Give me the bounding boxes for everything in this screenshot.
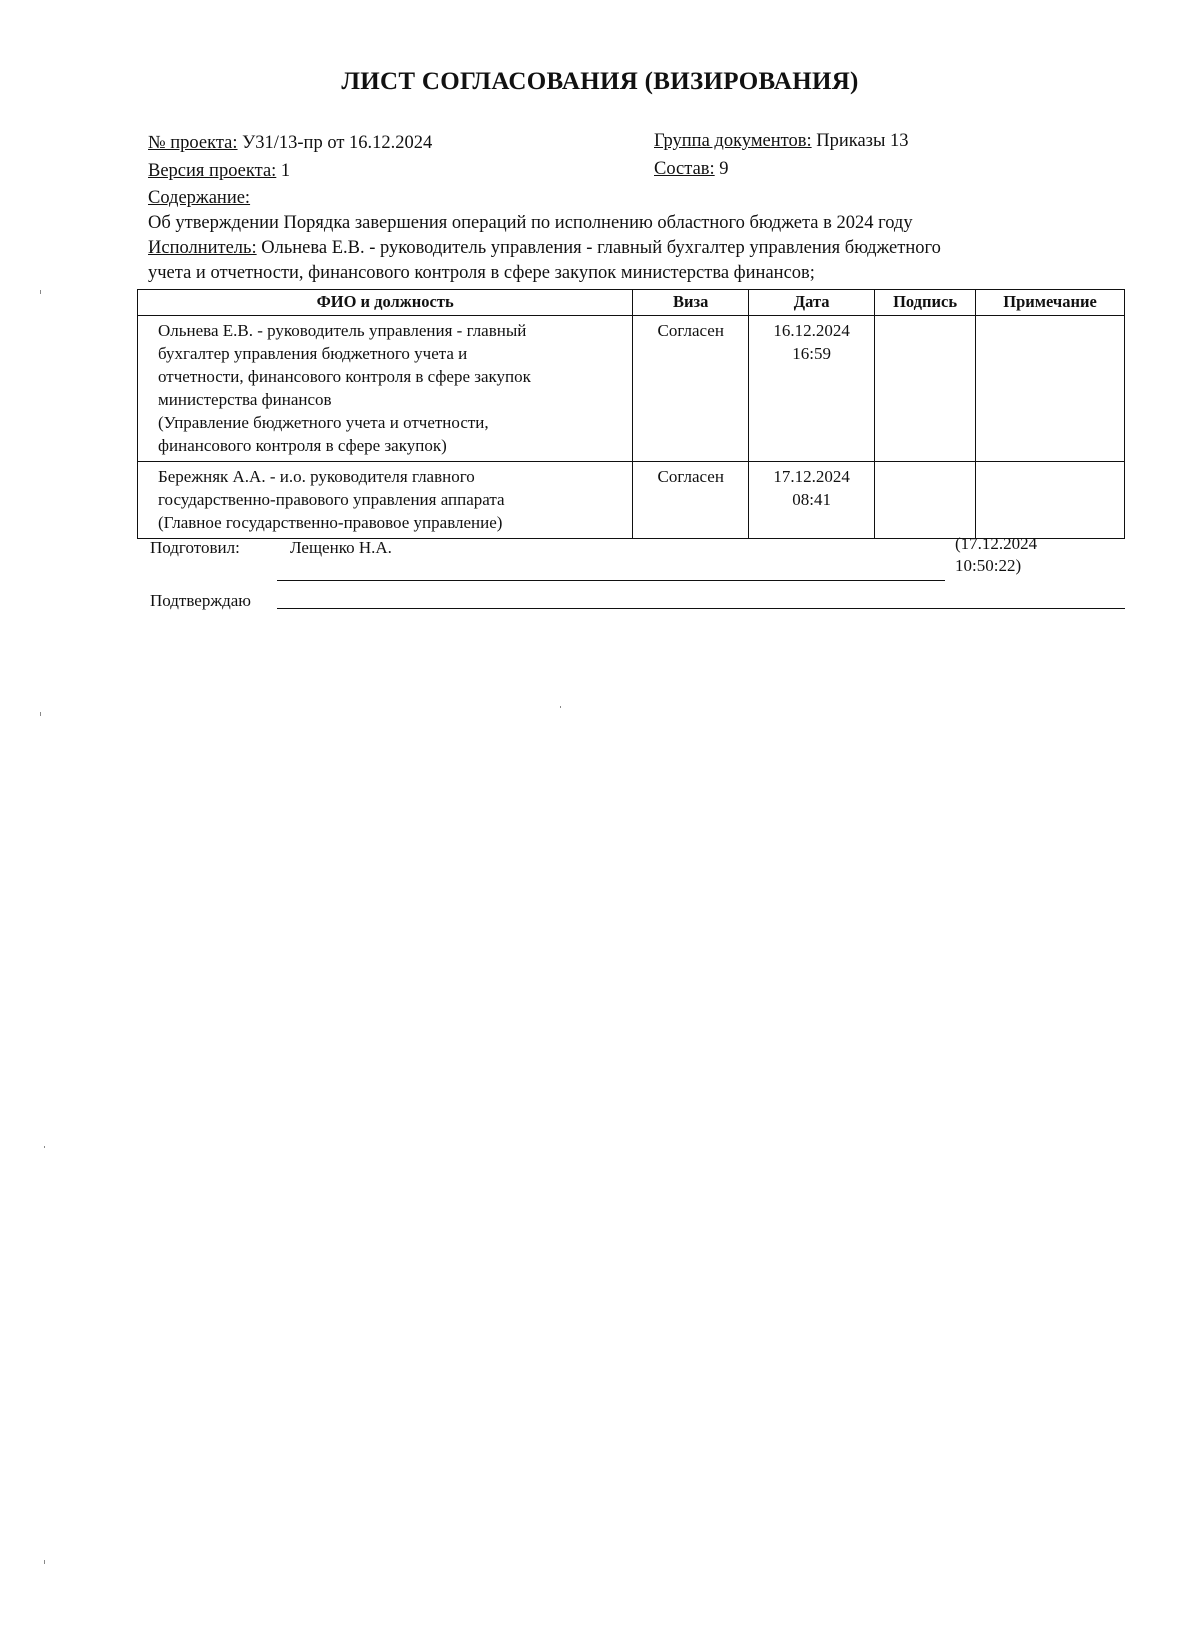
confirm-label: Подтверждаю <box>150 591 251 610</box>
fio-line: государственно-правового управления аппарата <box>158 490 505 509</box>
signature-cell <box>875 316 976 462</box>
time-value: 08:41 <box>792 490 832 509</box>
table-row <box>138 316 1125 462</box>
date-value: 17.12.2024 <box>773 467 850 486</box>
fio-line: Ольнева Е.В. - руководитель управления - главный <box>158 321 527 340</box>
composition-value: 9 <box>719 159 729 179</box>
confirm-signature-line <box>277 608 1125 609</box>
header-date: Дата <box>749 290 875 316</box>
header-note: Примечание <box>976 290 1125 316</box>
content-text: Об утверждении Порядка завершения операций по исполнению областного бюджета в 2024 году <box>148 213 913 233</box>
header-signature: Подпись <box>875 290 976 316</box>
fio-line: отчетности, финансового контроля в сфере закупок <box>158 367 531 386</box>
prepared-label: Подготовил: <box>150 538 240 557</box>
executor-text-1: Ольнева Е.В. - руководитель управления - главный бухгалтер управления бюджетного <box>261 238 941 258</box>
project-version-value: 1 <box>280 161 291 181</box>
approval-table <box>137 289 1125 539</box>
table-header-row <box>138 290 1125 316</box>
prepared-name: Лещенко Н.А. <box>290 538 392 557</box>
doc-group-label: Группа документов: <box>654 131 812 151</box>
note-cell <box>976 462 1125 539</box>
scan-speck <box>560 706 561 708</box>
header-visa: Виза <box>633 290 749 316</box>
fio-line: Бережняк А.А. - и.о. руководителя главного <box>158 467 475 486</box>
project-number-value: У31/13-пр от 16.12.2024 <box>242 133 433 153</box>
scan-speck <box>40 712 41 716</box>
table-row <box>138 462 1125 539</box>
project-number <box>148 130 432 156</box>
prepared-signature-line <box>277 580 945 581</box>
signature-cell <box>875 462 976 539</box>
content-label: Содержание: <box>148 188 251 208</box>
executor-line-1 <box>148 236 1088 261</box>
visa-cell: Согласен <box>633 316 749 462</box>
note-cell <box>976 316 1125 462</box>
composition-label: Состав: <box>654 159 715 179</box>
fio-cell <box>138 316 633 462</box>
project-version <box>148 158 290 184</box>
project-version-label: Версия проекта: <box>148 161 277 181</box>
fio-line: бухгалтер управления бюджетного учета и <box>158 344 468 363</box>
prepared-date: (17.12.2024 <box>955 534 1038 553</box>
date-cell <box>749 316 875 462</box>
fio-line: министерства финансов <box>158 390 332 409</box>
fio-line: (Главное государственно-правовое управление) <box>158 513 503 532</box>
page-title: ЛИСТ СОГЛАСОВАНИЯ (ВИЗИРОВАНИЯ) <box>341 68 859 95</box>
time-value: 16:59 <box>792 344 832 363</box>
fio-cell <box>138 462 633 539</box>
fio-line: финансового контроля в сфере закупок) <box>158 436 447 455</box>
visa-cell: Согласен <box>633 462 749 539</box>
project-number-label: № проекта: <box>148 133 238 153</box>
scan-speck <box>40 290 41 294</box>
doc-group-value: Приказы 13 <box>816 131 909 151</box>
header-fio: ФИО и должность <box>138 290 633 316</box>
scan-speck <box>44 1146 45 1148</box>
composition <box>654 156 729 182</box>
executor-label: Исполнитель: <box>148 238 257 258</box>
date-value: 16.12.2024 <box>773 321 850 340</box>
scan-speck <box>44 1560 45 1564</box>
fio-line: (Управление бюджетного учета и отчетности, <box>158 413 489 432</box>
doc-group <box>654 128 909 154</box>
prepared-time: 10:50:22) <box>955 556 1022 575</box>
content-section <box>148 186 1088 286</box>
executor-text-2: учета и отчетности, финансового контроля в сфере закупок министерства финансов; <box>148 263 815 283</box>
date-cell <box>749 462 875 539</box>
